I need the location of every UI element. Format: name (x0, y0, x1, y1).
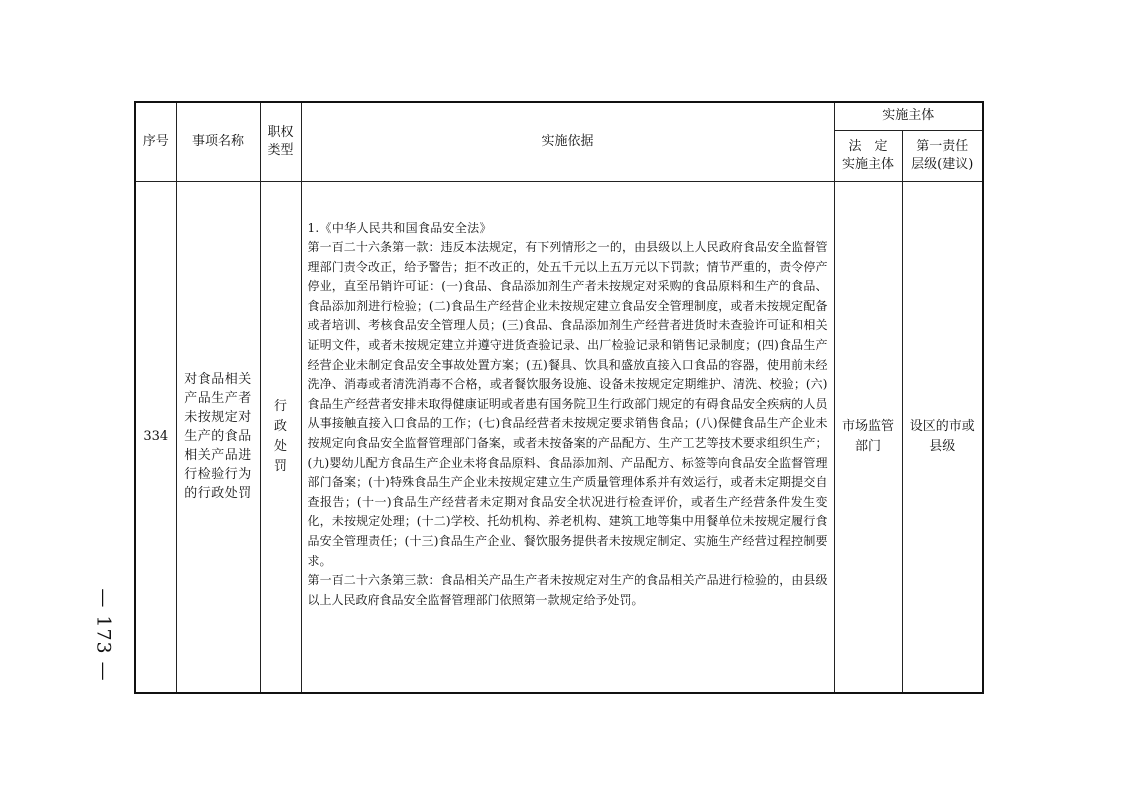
row-first-responsible: 设区的市或县级 (902, 181, 983, 693)
header-power-type (260, 102, 301, 181)
basis-law-title: 1.《中华人民共和国食品安全法》 (307, 220, 492, 235)
header-first-responsible-line2: 层级(建议) (911, 156, 974, 172)
basis-paragraph-1: 第一百二十六条第一款：违反本法规定，有下列情形之一的，由县级以上人民政府食品安全监督管理部门责令改正，给予警告；拒不改正的，处五千元以上五万元以下罚款；情节严重的，责令停产停业，直至吊销许可证：(一)食品、食品添加剂生产者未按规定对采购的食品原料和生产的食品、食品添加剂进行检验；(二)食品生产经营企业未按规定建立食品安全管理制度，或者未按规定配备或者培训、考核食品安全管理人员；(三)食品、食品添加剂生产经营者进货时未查验许可证和相关证明文件，或者未按规定建立并遵守进货查验记录、出厂检验记录和销售记录制度；(四)食品生产经营企业未制定食品安全事故处置方案；(五)餐具、饮具和盛放直接入口食品的容器，使用前未经洗净、消毒或者清洗消毒不合格，或者餐饮服务设施、设备未按规定定期维护、清洗、校验；(六)食品生产经营者安排未取得健康证明或者患有国务院卫生行政部门规定的有碍食品安全疾病的人员从事接触直接入口食品的工作；(七)食品经营者未按规定要求销售食品；(八)保健食品生产企业未按规定向食品安全监督管理部门备案，或者未按备案的产品配方、生产工艺等技术要求组织生产；(九)婴幼儿配方食品生产企业未将食品原料、食品添加剂、产品配方、标签等向食品安全监督管理部门备案；(十)特殊食品生产企业未按规定建立生产质量管理体系并有效运行，或者未定期提交自查报告；(十一)食品生产经营者未定期对食品安全状况进行检查评价，或者生产经营条件发生变化，未按规定处理；(十二)学校、托幼机构、养老机构、建筑工地等集中用餐单位未按规定履行食品安全管理责任；(十三)食品生产企业、餐饮服务提供者未按规定制定、实施生产经营过程控制要求。 (307, 240, 828, 568)
header-basis: 实施依据 (301, 102, 834, 181)
page-number-text: — 173 — (93, 588, 116, 682)
row-item-name: 对食品相关产品生产者未按规定对生产的食品相关产品进行检验行为的行政处罚 (176, 181, 260, 693)
header-power-type-line1: 职权 (267, 124, 294, 140)
header-legal-subject (834, 130, 902, 181)
table-row (135, 181, 983, 693)
header-seq: 序号 (135, 102, 176, 181)
header-legal-subject-line2: 实施主体 (841, 156, 894, 172)
header-first-responsible (902, 130, 983, 181)
header-power-type-line2: 类型 (267, 142, 294, 158)
header-first-responsible-line1: 第一责任 (916, 138, 969, 154)
basis-paragraph-2: 第一百二十六条第三款：食品相关产品生产者未按规定对生产的食品相关产品进行检验的，由县级以上人民政府食品安全监督管理部门依照第一款规定给予处罚。 (307, 573, 828, 607)
enforcement-table (134, 101, 984, 694)
header-legal-subject-line1: 法 定 (848, 138, 888, 154)
row-seq: 334 (135, 181, 176, 693)
page-number (89, 580, 119, 690)
row-basis (301, 181, 834, 693)
row-legal-subject: 市场监管部门 (834, 181, 902, 693)
header-item-name: 事项名称 (176, 102, 260, 181)
header-subject: 实施主体 (834, 102, 983, 130)
row-power-type: 行政处罚 (260, 181, 301, 693)
